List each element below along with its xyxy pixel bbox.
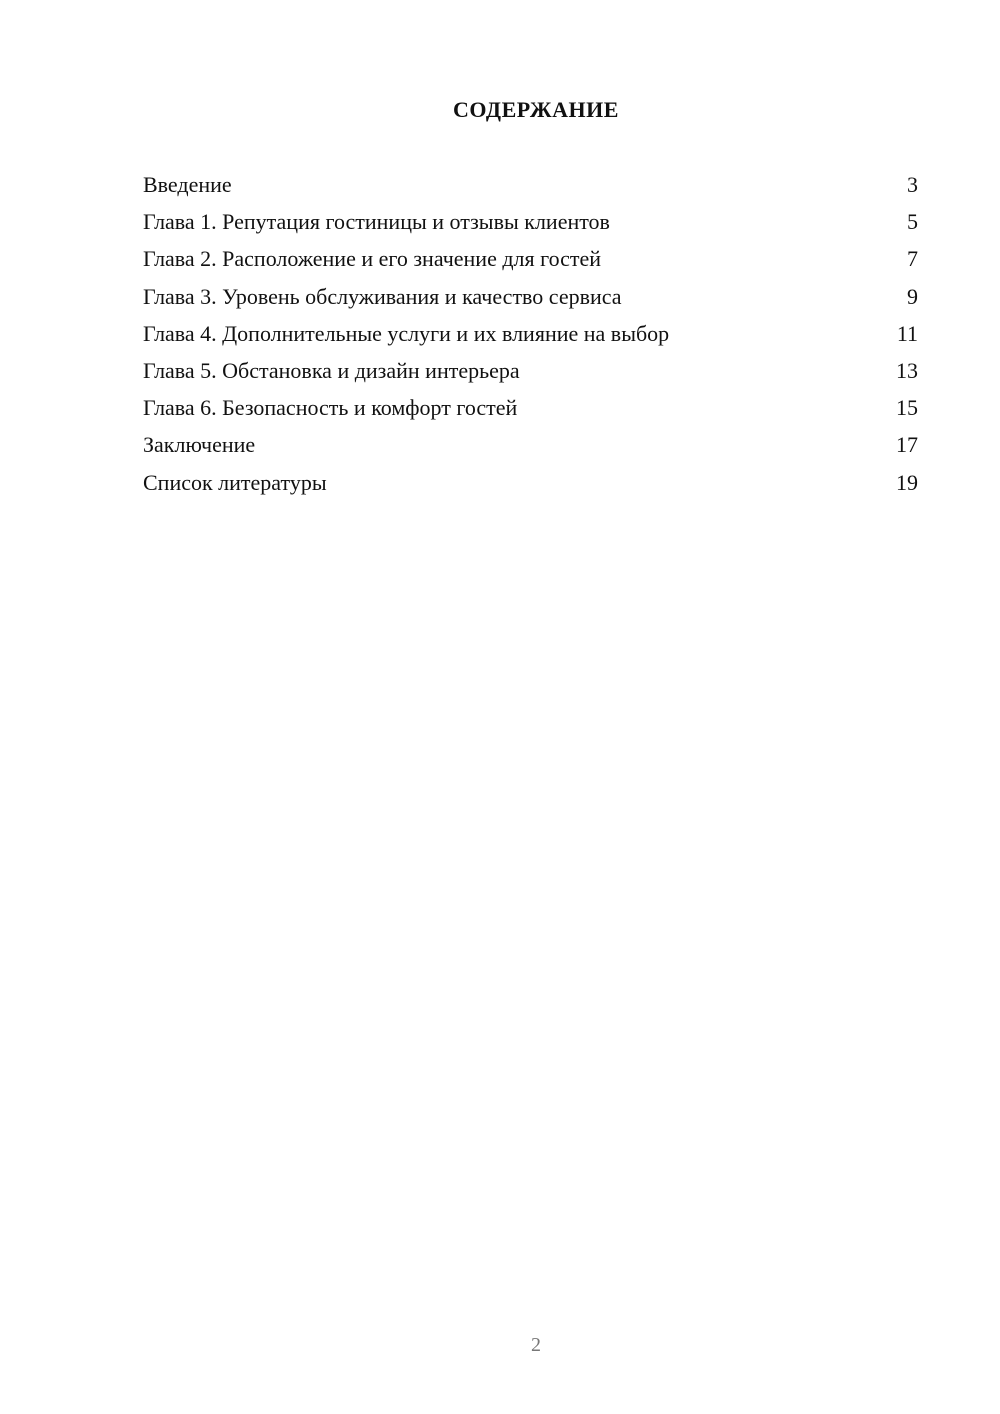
toc-entry-page: 17 (896, 432, 918, 458)
toc-entry (143, 393, 918, 430)
toc-entry-label: Глава 3. Уровень обслуживания и качество сервиса (143, 283, 622, 309)
toc-entry (143, 207, 918, 244)
toc-entry (143, 319, 918, 356)
toc-entry-label: Глава 6. Безопасность и комфорт гостей (143, 395, 518, 421)
toc-entry-page: 11 (896, 320, 918, 346)
toc-entry-page: 15 (896, 395, 918, 421)
toc-entry-page: 13 (896, 357, 918, 383)
toc-entry-label: Глава 4. Дополнительные услуги и их влияние на выбор (143, 320, 670, 346)
toc-entry (143, 282, 918, 319)
page-number: 2 (531, 1334, 541, 1356)
toc-entry-label: Глава 1. Репутация гостиницы и отзывы клиентов (143, 209, 610, 235)
toc-entry-page: 7 (907, 246, 918, 272)
toc-entry (143, 356, 918, 393)
toc-entry (143, 468, 918, 505)
toc-entry-page: 9 (907, 283, 918, 309)
toc-entry-label: Глава 5. Обстановка и дизайн интерьера (143, 357, 520, 383)
toc-entry-page: 19 (896, 469, 918, 495)
table-of-contents (143, 170, 918, 505)
toc-entry-page: 5 (907, 209, 918, 235)
page-title: СОДЕРЖАНИЕ (453, 97, 619, 122)
toc-entry-page: 3 (907, 172, 918, 197)
toc-entry (143, 244, 918, 281)
toc-entry-label: Глава 2. Расположение и его значение для гостей (143, 246, 602, 272)
toc-entry-label: Список литературы (143, 469, 327, 495)
toc-entry (143, 170, 918, 207)
toc-entry (143, 430, 918, 467)
toc-entry-label: Заключение (143, 432, 256, 458)
toc-entry-label: Введение (143, 172, 232, 197)
